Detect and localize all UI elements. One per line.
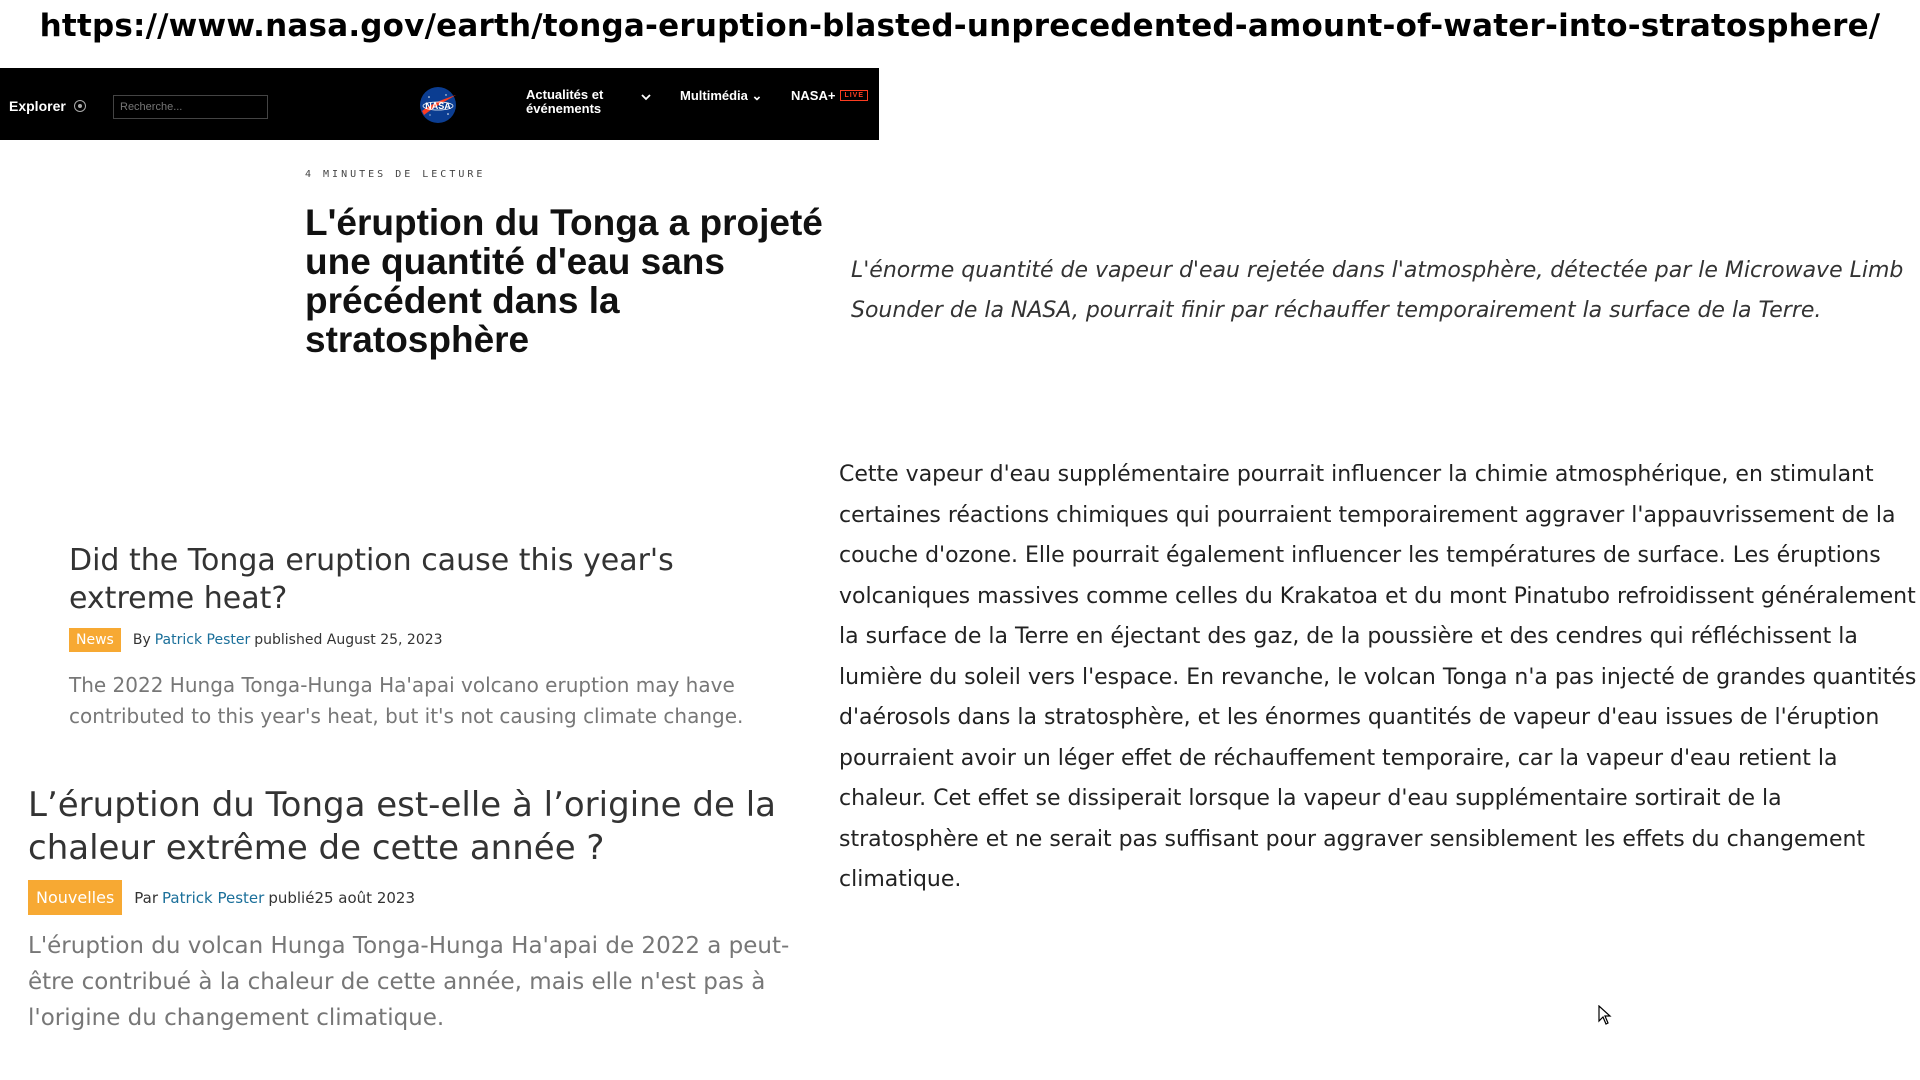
nav-explorer-label: Explorer bbox=[9, 98, 66, 114]
article-title: L'éruption du Tonga a projeté une quantité d'eau sans précédent dans la stratosphère bbox=[305, 202, 823, 360]
page-url: https://www.nasa.gov/earth/tonga-eruption-blasted-unprecedented-amount-of-water-into-stratosphere/ bbox=[39, 8, 1881, 44]
nav-actualites-line1: Actualités et bbox=[526, 87, 604, 102]
search-input[interactable] bbox=[113, 95, 268, 119]
card-fr-badge[interactable]: Nouvelles bbox=[28, 880, 122, 915]
card-fr-description: L'éruption du volcan Hunga Tonga-Hunga Ha'apai de 2022 a peut-être contribué à la chaleur de cette année, mais elle n'est pas à l'origine du changement climatique. bbox=[28, 933, 790, 1031]
explore-icon bbox=[74, 100, 86, 112]
chevron-down-icon[interactable] bbox=[640, 92, 652, 102]
reading-time: 4 MINUTES DE LECTURE bbox=[305, 169, 486, 180]
card-fr-author-link[interactable]: Patrick Pester bbox=[162, 888, 265, 907]
nav-nasa-plus[interactable] bbox=[791, 88, 868, 103]
svg-text:NASA: NASA bbox=[425, 101, 451, 111]
nasa-header bbox=[0, 68, 879, 140]
live-badge: LIVE bbox=[840, 90, 868, 101]
nav-nasa-plus-label: NASA+ bbox=[791, 88, 836, 103]
article-body: Cette vapeur d'eau supplémentaire pourrait influencer la chimie atmosphérique, en stimulant certaines réactions chimiques qui pourraient temporairement aggraver l'appauvrissement de la couche d'ozone. Elle pourrait également influencer les températures de surface. Les éruptions volcaniques massives comme celles du Krakatoa et du mont Pinatubo refroidissent généralement la surface de la Terre en éjectant des gaz, de la poussière et des cendres qui réfléchissent la lumière du soleil vers l'espace. En revanche, le volcan Tonga n'a pas injecté de grandes quantités d'aérosols dans la stratosphère, et les énormes quantités de vapeur d'eau issues de l'éruption pourraient avoir un léger effet de réchauffement temporaire, car la vapeur d'eau retient la chaleur. Cet effet se dissiperait lorsque la vapeur d'eau supplémentaire sortirait de la stratosphère et ne serait pas suffisant pour aggraver sensiblement les effets du changement climatique. bbox=[839, 462, 1917, 892]
card-en-author-link[interactable]: Patrick Pester bbox=[154, 632, 251, 648]
card-en-title[interactable]: Did the Tonga eruption cause this year's extreme heat? bbox=[69, 543, 674, 616]
nasa-logo-icon[interactable] bbox=[418, 85, 458, 125]
card-fr-by: Par bbox=[134, 888, 159, 907]
card-fr-title[interactable]: L’éruption du Tonga est-elle à l’origine de la chaleur extrême de cette année ? bbox=[28, 785, 776, 868]
nav-explorer[interactable] bbox=[9, 98, 86, 114]
card-en-badge[interactable]: News bbox=[69, 628, 121, 652]
card-en-published: published August 25, 2023 bbox=[254, 632, 443, 648]
article-subtitle: L'énorme quantité de vapeur d'eau rejetée dans l'atmosphère, détectée par le Microwave Limb Sounder de la NASA, pourrait finir par réchauffer temporairement la surface de la Terre. bbox=[851, 258, 1904, 323]
nav-actualites[interactable] bbox=[526, 88, 603, 116]
card-en-description: The 2022 Hunga Tonga-Hunga Ha'apai volcano eruption may have contributed to this year's heat, but it's not causing climate change. bbox=[69, 673, 744, 728]
card-en-meta bbox=[69, 628, 443, 652]
nav-multimedia[interactable]: Multimédia ⌄ bbox=[680, 88, 763, 103]
card-fr-meta bbox=[28, 880, 415, 915]
nav-actualites-line2: événements bbox=[526, 101, 602, 116]
card-en-by: By bbox=[132, 632, 151, 648]
card-fr-published: publié25 août 2023 bbox=[268, 888, 415, 907]
mouse-cursor-icon bbox=[1598, 1005, 1612, 1025]
